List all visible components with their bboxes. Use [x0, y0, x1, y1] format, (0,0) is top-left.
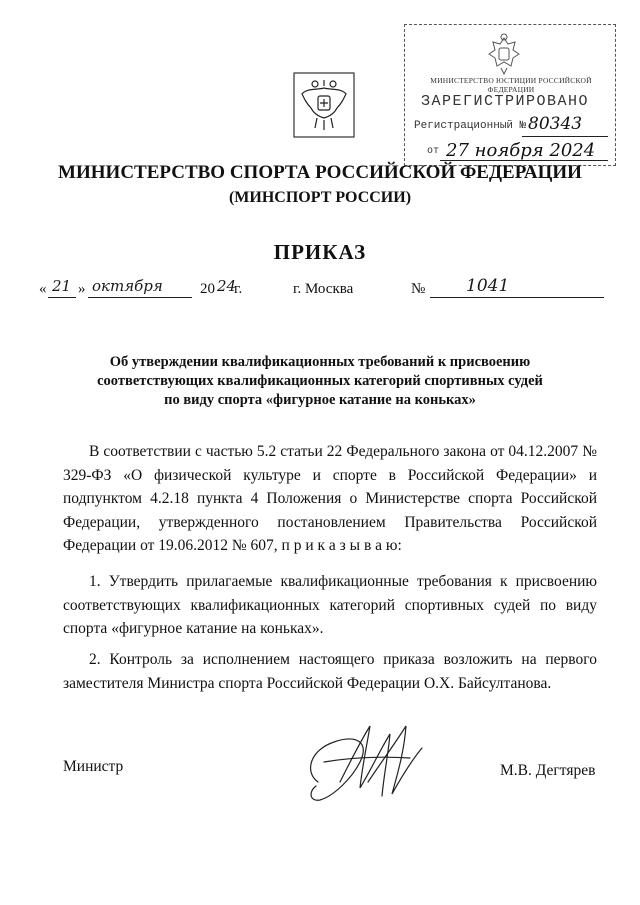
date-year-prefix: 20: [200, 281, 215, 297]
order-number: 1041: [466, 276, 510, 296]
date-month: октября: [92, 277, 163, 295]
item-1-paragraph: 1. Утвердить прилагаемые квалификационные требования к присвоению соответствующих квалификационных категорий спортивных судей по виду спорта «фигурное катание на коньках».: [63, 573, 597, 637]
signer-position: Министр: [63, 758, 124, 775]
order-number-label: №: [411, 281, 426, 297]
date-year-suffix: 24: [217, 277, 237, 295]
stamp-date-line: [440, 160, 608, 161]
stamp-number-line: [522, 136, 608, 137]
ministry-name: МИНИСТЕРСТВО СПОРТА РОССИЙСКОЙ ФЕДЕРАЦИИ: [58, 162, 582, 183]
stamp-status: ЗАРЕГИСТРИРОВАНО: [421, 93, 590, 110]
order-number-line: [430, 297, 604, 298]
month-line: [88, 297, 192, 298]
item-2-paragraph: 2. Контроль за исполнением настоящего приказа возложить на первого заместителя Министра спорта Российской Федерации О.Х. Байсултанова.: [63, 651, 597, 692]
date-quote-open: «: [39, 281, 47, 297]
stamp-reg-label: Регистрационный №: [414, 120, 527, 132]
order-title: Об утверждении квалификационных требований к присвоению соответствующих квалификационных категорий спортивных судей по виду спорта «фигурное катание на коньках»: [97, 354, 543, 408]
handwritten-signature: [300, 712, 430, 812]
stamp-from-label: от: [427, 146, 440, 157]
stamp-emblem-icon: [483, 32, 525, 76]
date-year-unit: г.: [234, 281, 243, 297]
city: г. Москва: [293, 281, 354, 297]
coat-of-arms-icon: [293, 72, 355, 138]
stamp-ministry: МИНИСТЕРСТВО ЮСТИЦИИ РОССИЙСКОЙ ФЕДЕРАЦИИ: [430, 76, 592, 94]
date-day: 21: [52, 277, 72, 295]
preamble-paragraph: В соответствии с частью 5.2 статьи 22 Федерального закона от 04.12.2007 № 329-ФЗ «О физической культуре и спорте в Российской Федерации» и подпунктом 4.2.18 пункта 4 Положения о Министерстве спорта Российской Федерации, утвержденного постановлением Правительства Российской Федерации от 19.06.2012 № 607, п р и к а з ы в а ю:: [63, 443, 597, 554]
day-line: [48, 297, 76, 298]
stamp-reg-number: 80343: [528, 114, 583, 134]
ministry-short-name: (МИНСПОРТ РОССИИ): [228, 189, 412, 206]
stamp-reg-date: 27 ноября 2024: [446, 140, 596, 161]
document-type: ПРИКАЗ: [273, 240, 367, 264]
date-quote-close: »: [78, 281, 86, 297]
signer-name: М.В. Дегтярев: [500, 762, 596, 779]
